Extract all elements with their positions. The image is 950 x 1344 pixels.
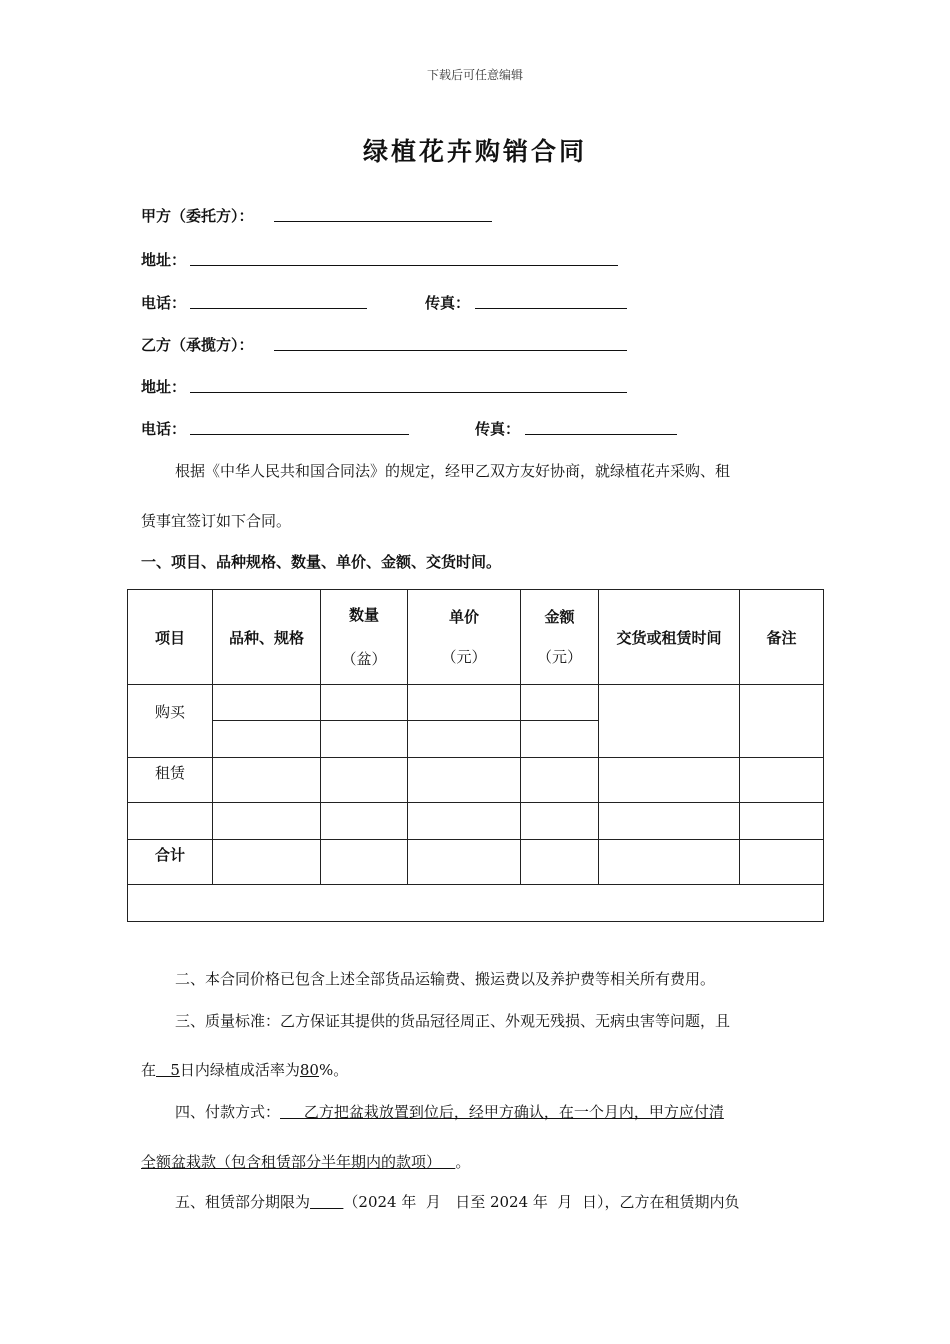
table-cell[interactable] bbox=[599, 758, 740, 803]
table-cell[interactable] bbox=[408, 803, 521, 840]
table-cell[interactable] bbox=[599, 840, 740, 885]
table-cell[interactable] bbox=[521, 758, 599, 803]
party-a-name-field[interactable] bbox=[274, 221, 492, 222]
table-cell[interactable] bbox=[599, 803, 740, 840]
header-price: 单价 （元） bbox=[408, 590, 521, 685]
intro-line-1: 根据《中华人民共和国合同法》的规定，经甲乙双方友好协商，就绿植花卉采购、租 bbox=[175, 462, 731, 480]
header-qty: 数量 （盆） bbox=[321, 590, 408, 685]
lease-term-field[interactable] bbox=[310, 1193, 343, 1211]
table-row bbox=[128, 885, 824, 922]
header-remark: 备注 bbox=[740, 590, 824, 685]
header-variety: 品种、规格 bbox=[213, 590, 321, 685]
table-row bbox=[128, 840, 824, 885]
table-cell[interactable] bbox=[521, 721, 599, 758]
party-a-fax-field[interactable] bbox=[475, 308, 627, 309]
table-cell[interactable] bbox=[213, 803, 321, 840]
contract-title: 绿植花卉购销合同 bbox=[362, 137, 587, 166]
items-table bbox=[127, 589, 824, 922]
table-cell[interactable] bbox=[213, 758, 321, 803]
table-cell[interactable] bbox=[521, 840, 599, 885]
header-note: 下载后可任意编辑 bbox=[426, 68, 523, 82]
party-a-address-label: 地址： bbox=[141, 251, 187, 269]
party-b-name-field[interactable] bbox=[274, 350, 627, 351]
payment-terms-field-cont[interactable]: 全额盆栽款（包含租赁部分半年期内的款项） bbox=[141, 1153, 456, 1171]
party-a-label: 甲方（委托方）： bbox=[141, 207, 254, 225]
party-b-address-field[interactable] bbox=[190, 392, 627, 393]
party-b-label: 乙方（承揽方）： bbox=[141, 336, 254, 354]
table-header-row bbox=[128, 590, 824, 685]
table-cell[interactable] bbox=[740, 840, 824, 885]
header-delivery: 交货或租赁时间 bbox=[599, 590, 740, 685]
clause-3-line-1: 三、质量标准：乙方保证其提供的货品冠径周正、外观无残损、无病虫害等问题，且 bbox=[175, 1012, 731, 1030]
party-a-fax-label: 传真： bbox=[425, 294, 471, 312]
row-label-lease: 租赁 bbox=[128, 758, 213, 803]
table-cell[interactable] bbox=[213, 840, 321, 885]
table-cell[interactable] bbox=[740, 758, 824, 803]
table-cell[interactable] bbox=[321, 685, 408, 721]
table-cell[interactable] bbox=[599, 685, 740, 758]
clause-2: 二、本合同价格已包含上述全部货品运输费、搬运费以及养护费等相关所有费用。 bbox=[175, 970, 716, 988]
table-cell[interactable] bbox=[128, 885, 824, 922]
table-row bbox=[128, 803, 824, 840]
table-cell[interactable] bbox=[321, 803, 408, 840]
table-cell[interactable] bbox=[521, 803, 599, 840]
table-cell[interactable] bbox=[521, 685, 599, 721]
party-b-phone-field[interactable] bbox=[190, 434, 409, 435]
header-amount: 金额 （元） bbox=[521, 590, 599, 685]
intro-line-2: 赁事宜签订如下合同。 bbox=[141, 512, 292, 530]
table-cell[interactable] bbox=[740, 803, 824, 840]
table-cell[interactable] bbox=[128, 803, 213, 840]
table-cell[interactable] bbox=[740, 685, 824, 758]
table-cell[interactable] bbox=[408, 721, 521, 758]
party-b-fax-field[interactable] bbox=[525, 434, 677, 435]
party-a-address-field[interactable] bbox=[190, 265, 618, 266]
table-cell[interactable] bbox=[213, 685, 321, 721]
clause-5-line-1: 五、租赁部分期限为 （2024 年 月 日至 2024 年 月 日），乙方在租赁期内负 bbox=[175, 1193, 740, 1211]
table-cell[interactable] bbox=[408, 685, 521, 721]
table-cell[interactable] bbox=[408, 758, 521, 803]
payment-terms-field[interactable]: 乙方把盆栽放置到位后，经甲方确认，在一个月内，甲方应付清 bbox=[280, 1103, 724, 1121]
table-cell[interactable] bbox=[321, 758, 408, 803]
survival-rate-field[interactable]: 80 bbox=[299, 1061, 319, 1079]
party-a-phone-label: 电话： bbox=[141, 294, 187, 312]
table-cell[interactable] bbox=[321, 721, 408, 758]
clause-4-line-2: 全额盆栽款（包含租赁部分半年期内的款项） 。 bbox=[141, 1153, 471, 1171]
row-label-total: 合计 bbox=[128, 840, 213, 885]
clause-3-line-2: 在 5日内绿植成活率为80%。 bbox=[141, 1061, 349, 1079]
party-b-phone-label: 电话： bbox=[141, 420, 187, 438]
clause-4-line-1: 四、付款方式： 乙方把盆栽放置到位后，经甲方确认，在一个月内，甲方应付清 bbox=[175, 1103, 724, 1121]
party-a-phone-field[interactable] bbox=[190, 308, 367, 309]
table-cell[interactable] bbox=[213, 721, 321, 758]
table-row bbox=[128, 758, 824, 803]
survival-days-field[interactable]: 5 bbox=[156, 1061, 180, 1079]
table-cell[interactable] bbox=[321, 840, 408, 885]
header-item: 项目 bbox=[128, 590, 213, 685]
row-label-purchase: 购买 bbox=[128, 685, 213, 758]
section-1-title: 一、项目、品种规格、数量、单价、金额、交货时间。 bbox=[141, 553, 502, 571]
table-row bbox=[128, 685, 824, 721]
table-cell[interactable] bbox=[408, 840, 521, 885]
party-b-fax-label: 传真： bbox=[475, 420, 521, 438]
party-b-address-label: 地址： bbox=[141, 378, 187, 396]
